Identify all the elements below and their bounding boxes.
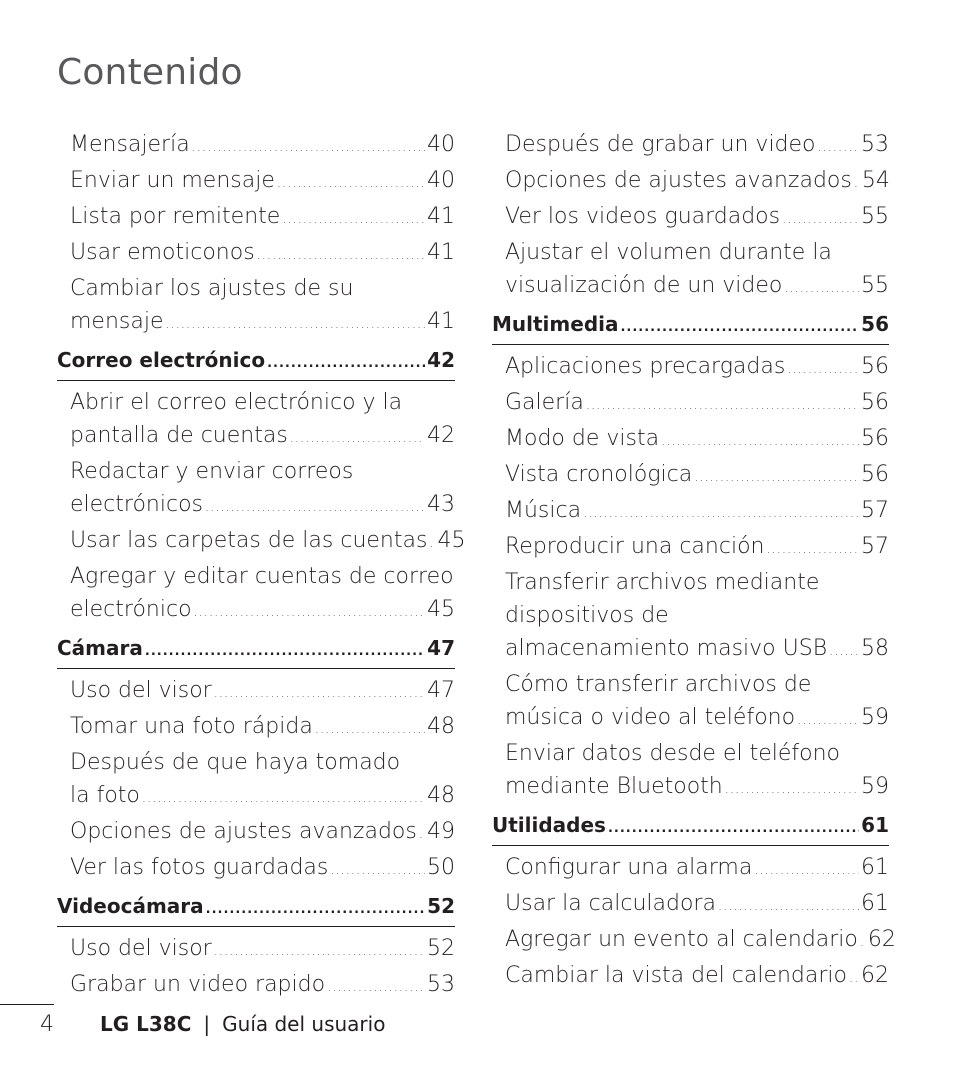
- toc-entry-title: Cambiar la vista del calendario: [505, 963, 847, 988]
- toc-entry-title: Tomar una foto rápida: [70, 714, 313, 739]
- toc-page-number: 49: [427, 819, 455, 844]
- toc-entry: [57, 710, 455, 746]
- toc-entry-title: electrónico: [70, 597, 192, 622]
- toc-leader-dots: [608, 814, 859, 844]
- toc-page-number: 53: [861, 132, 889, 157]
- toc-entry-title: Vista cronológica: [505, 462, 693, 487]
- toc-leader-dots: [214, 935, 425, 968]
- toc-leader-dots: [327, 971, 425, 1004]
- toc-entry: [492, 350, 889, 386]
- toc-entry-row: [505, 128, 889, 164]
- toc-entry-title: Mensajería: [70, 132, 190, 157]
- toc-entry-row: [70, 968, 455, 1004]
- toc-page-number: 61: [861, 855, 889, 880]
- toc-entry-title: Videocámara: [57, 894, 204, 918]
- toc-page-number: 41: [427, 309, 455, 334]
- toc-entry-row: [505, 701, 889, 737]
- toc-section: [57, 633, 455, 669]
- toc-entry-title: Aplicaciones precargadas: [505, 354, 786, 379]
- toc-leader-dots: [257, 239, 425, 272]
- toc-entry-line: Después de que haya tomado: [70, 750, 401, 775]
- toc-entry-row: [492, 810, 889, 844]
- toc-entry: [492, 959, 889, 995]
- toc-entry-row: [505, 164, 889, 200]
- toc-entry-title: Opciones de ajustes avanzados: [70, 819, 417, 844]
- toc-page-number: 62: [867, 927, 896, 952]
- toc-page-number: 54: [861, 168, 890, 193]
- footer: [40, 1012, 385, 1037]
- toc-page-number: 61: [861, 891, 889, 916]
- toc-page-number: 52: [427, 894, 455, 918]
- toc-right-column: [492, 128, 896, 995]
- toc-entry: [492, 923, 896, 959]
- toc-entry-line: Enviar datos desde el teléfono: [505, 741, 840, 766]
- toc-page-number: 47: [427, 636, 455, 660]
- toc-leader-dots: [267, 349, 425, 379]
- toc-page-number: 56: [861, 426, 889, 451]
- toc-entry-row: [505, 851, 889, 887]
- toc-entry-row: [70, 779, 455, 815]
- toc-entry-title: Reproducir una canción: [505, 534, 765, 559]
- toc-entry-row: [505, 386, 889, 422]
- toc-entry-title: Después de grabar un video: [505, 132, 816, 157]
- toc-leader-dots: [860, 926, 866, 959]
- toc-entry-row: [70, 419, 455, 455]
- toc-entry-title: Cámara: [57, 636, 143, 660]
- toc-leader-dots: [787, 353, 859, 386]
- toc-leader-dots: [586, 389, 859, 422]
- toc-entry: [57, 128, 455, 164]
- toc-section: [57, 891, 455, 927]
- toc-entry-title: Multimedia: [492, 312, 619, 336]
- toc-leader-dots: [194, 596, 425, 629]
- toc-entry-title: música o video al teléfono: [505, 705, 796, 730]
- toc-entry: [492, 737, 889, 806]
- toc-page-number: 43: [427, 492, 455, 517]
- toc-leader-dots: [290, 422, 425, 455]
- toc-entry-row: [70, 164, 455, 200]
- toc-leader-dots: [205, 491, 425, 524]
- toc-entry-line: Transferir archivos mediante: [505, 570, 820, 595]
- toc-entry: [492, 668, 889, 737]
- toc-page-number: 50: [427, 855, 455, 880]
- toc-entry: [57, 455, 455, 524]
- toc-entry-row: [57, 345, 455, 379]
- toc-left-column: [57, 128, 466, 1004]
- toc-section: [492, 810, 889, 846]
- toc-entry-title: Ver las fotos guardadas: [70, 855, 329, 880]
- toc-entry-line: dispositivos de: [505, 603, 669, 628]
- footer-page-number: 4: [40, 1012, 54, 1037]
- toc-leader-dots: [145, 637, 425, 667]
- toc-page-number: 42: [427, 423, 455, 448]
- toc-entry-row: [492, 309, 889, 343]
- toc-entry-row: [505, 887, 889, 923]
- footer-model: LG L38C: [100, 1012, 192, 1036]
- toc-entry-row: [505, 200, 889, 236]
- toc-entry-title: mediante Bluetooth: [505, 774, 723, 799]
- toc-entry: [57, 968, 455, 1004]
- toc-entry: [57, 272, 455, 341]
- toc-leader-dots: [797, 704, 859, 737]
- toc-entry-row: [505, 530, 889, 566]
- toc-leader-dots: [282, 203, 425, 236]
- toc-leader-dots: [620, 313, 859, 343]
- toc-entry-title: Lista por remitente: [70, 204, 281, 229]
- toc-entry: [57, 674, 455, 710]
- toc-leader-dots: [330, 854, 425, 887]
- toc-page-number: 45: [437, 528, 466, 553]
- toc-entry-title: electrónicos: [70, 492, 203, 517]
- toc-leader-dots: [818, 131, 859, 164]
- toc-entry-row: [70, 236, 455, 272]
- toc-leader-dots: [214, 677, 425, 710]
- toc-entry-row: [505, 269, 889, 305]
- toc-entry-title: mensaje: [70, 309, 164, 334]
- toc-leader-dots: [784, 272, 859, 305]
- toc-entry: [492, 887, 889, 923]
- toc-leader-dots: [829, 635, 859, 668]
- toc-entry-line: Ajustar el volumen durante la: [505, 240, 832, 265]
- toc-leader-dots: [849, 962, 859, 995]
- toc-entry-title: Usar la calculadora: [505, 891, 716, 916]
- toc-entry-row: [505, 770, 889, 806]
- toc-leader-dots: [142, 782, 425, 815]
- toc-entry: [492, 458, 889, 494]
- toc-entry-row: [70, 815, 455, 851]
- toc-page-number: 45: [427, 597, 455, 622]
- toc-page-number: 48: [427, 783, 455, 808]
- toc-leader-dots: [583, 497, 859, 530]
- toc-page-number: 40: [427, 168, 455, 193]
- toc-page-number: 59: [861, 705, 889, 730]
- toc-entry: [492, 200, 889, 236]
- toc-entry-title: Enviar un mensaje: [70, 168, 275, 193]
- footer-separator: |: [203, 1012, 211, 1036]
- toc-entry-row: [70, 674, 455, 710]
- toc-page-number: 56: [861, 390, 889, 415]
- toc-leader-dots: [419, 818, 425, 851]
- toc-entry-line: Cambiar los ajustes de su: [70, 276, 354, 301]
- toc-entry-line: Abrir el correo electrónico y la: [70, 390, 403, 415]
- toc-leader-dots: [754, 854, 859, 887]
- toc-section: [57, 345, 455, 381]
- toc-page-number: 55: [861, 273, 889, 298]
- toc-entry: [492, 128, 889, 164]
- page-title: Contenido: [57, 52, 243, 93]
- toc-entry-title: visualización de un video: [505, 273, 783, 298]
- toc-entry-row: [70, 305, 455, 341]
- toc-entry-title: Configurar una alarma: [505, 855, 753, 880]
- toc-entry-title: Uso del visor: [70, 936, 212, 961]
- toc-entry: [57, 560, 455, 629]
- toc-entry-title: Grabar un video rapido: [70, 972, 326, 997]
- toc-entry: [492, 164, 889, 200]
- toc-entry-title: Usar las carpetas de las cuentas: [70, 528, 428, 553]
- toc-entry-title: Galería: [505, 390, 584, 415]
- toc-page-number: 56: [861, 312, 889, 336]
- toc-page-number: 58: [861, 636, 889, 661]
- toc-entry-row: [70, 593, 455, 629]
- toc-page-number: 61: [861, 813, 889, 837]
- toc-section: [492, 309, 889, 345]
- toc-leader-dots: [192, 131, 425, 164]
- footer-guide-title: Guía del usuario: [222, 1012, 386, 1036]
- toc-entry: [492, 386, 889, 422]
- toc-entry-line: Agregar y editar cuentas de correo: [70, 564, 454, 589]
- toc-page-number: 57: [861, 534, 889, 559]
- toc-entry-title: Música: [505, 498, 582, 523]
- toc-entry-title: la foto: [70, 783, 140, 808]
- toc-entry: [57, 851, 455, 887]
- toc-entry-row: [70, 851, 455, 887]
- toc-entry-title: Usar emoticonos: [70, 240, 255, 265]
- toc-entry-title: Modo de vista: [505, 426, 660, 451]
- toc-entry-title: Correo electrónico: [57, 348, 266, 372]
- toc-entry-title: Uso del visor: [70, 678, 212, 703]
- toc-entry-row: [70, 128, 455, 164]
- toc-leader-dots: [718, 890, 859, 923]
- toc-entry: [492, 851, 889, 887]
- toc-entry-row: [70, 200, 455, 236]
- toc-leader-dots: [166, 308, 426, 341]
- toc-entry-title: Ver los videos guardados: [505, 204, 781, 229]
- toc-entry-title: Agregar un evento al calendario: [505, 927, 858, 952]
- toc-page-number: 52: [427, 936, 455, 961]
- toc-entry-line: Cómo transferir archivos de: [505, 672, 812, 697]
- footer-rule: [0, 1004, 54, 1005]
- toc-leader-dots: [661, 425, 859, 458]
- toc-entry-title: pantalla de cuentas: [70, 423, 288, 448]
- toc-entry: [492, 530, 889, 566]
- toc-entry: [57, 236, 455, 272]
- toc-leader-dots: [725, 773, 859, 806]
- toc-entry-row: [505, 923, 896, 959]
- toc-entry: [57, 932, 455, 968]
- toc-entry: [57, 746, 455, 815]
- toc-entry-row: [505, 632, 889, 668]
- toc-leader-dots: [854, 167, 860, 200]
- toc-entry-row: [70, 524, 466, 560]
- toc-entry-title: Utilidades: [492, 813, 606, 837]
- toc-page-number: 56: [861, 462, 889, 487]
- toc-entry-row: [70, 710, 455, 746]
- toc-entry: [57, 386, 455, 455]
- toc-entry-row: [505, 422, 889, 458]
- toc-entry-row: [70, 932, 455, 968]
- toc-page-number: 42: [427, 348, 455, 372]
- toc-entry-row: [505, 494, 889, 530]
- toc-page-number: 55: [861, 204, 889, 229]
- toc-entry: [57, 200, 455, 236]
- toc-entry: [57, 524, 466, 560]
- toc-entry: [492, 422, 889, 458]
- toc-entry-row: [505, 959, 889, 995]
- toc-entry-title: Opciones de ajustes avanzados: [505, 168, 852, 193]
- toc-entry-row: [505, 458, 889, 494]
- toc-page-number: 40: [427, 132, 455, 157]
- toc-entry-row: [57, 633, 455, 667]
- toc-leader-dots: [429, 527, 435, 560]
- toc-entry-line: Redactar y enviar correos: [70, 459, 354, 484]
- toc-page-number: 57: [861, 498, 889, 523]
- toc-entry: [492, 236, 889, 305]
- toc-page-number: 53: [427, 972, 455, 997]
- toc-leader-dots: [766, 533, 859, 566]
- toc-page-number: 48: [427, 714, 455, 739]
- toc-leader-dots: [694, 461, 859, 494]
- toc-page-number: 56: [861, 354, 889, 379]
- toc-page-number: 47: [427, 678, 455, 703]
- toc-page-number: 59: [861, 774, 889, 799]
- toc-entry: [492, 566, 889, 668]
- toc-leader-dots: [782, 203, 859, 236]
- toc-page-number: 62: [861, 963, 889, 988]
- toc-entry: [57, 164, 455, 200]
- toc-entry-row: [70, 488, 455, 524]
- toc-page-number: 41: [427, 240, 455, 265]
- toc-entry-row: [57, 891, 455, 925]
- toc-entry: [57, 815, 455, 851]
- toc-page-number: 41: [427, 204, 455, 229]
- toc-entry-row: [505, 350, 889, 386]
- toc-leader-dots: [206, 895, 426, 925]
- toc-entry: [492, 494, 889, 530]
- toc-leader-dots: [277, 167, 425, 200]
- toc-entry-title: almacenamiento masivo USB: [505, 636, 828, 661]
- toc-leader-dots: [315, 713, 425, 746]
